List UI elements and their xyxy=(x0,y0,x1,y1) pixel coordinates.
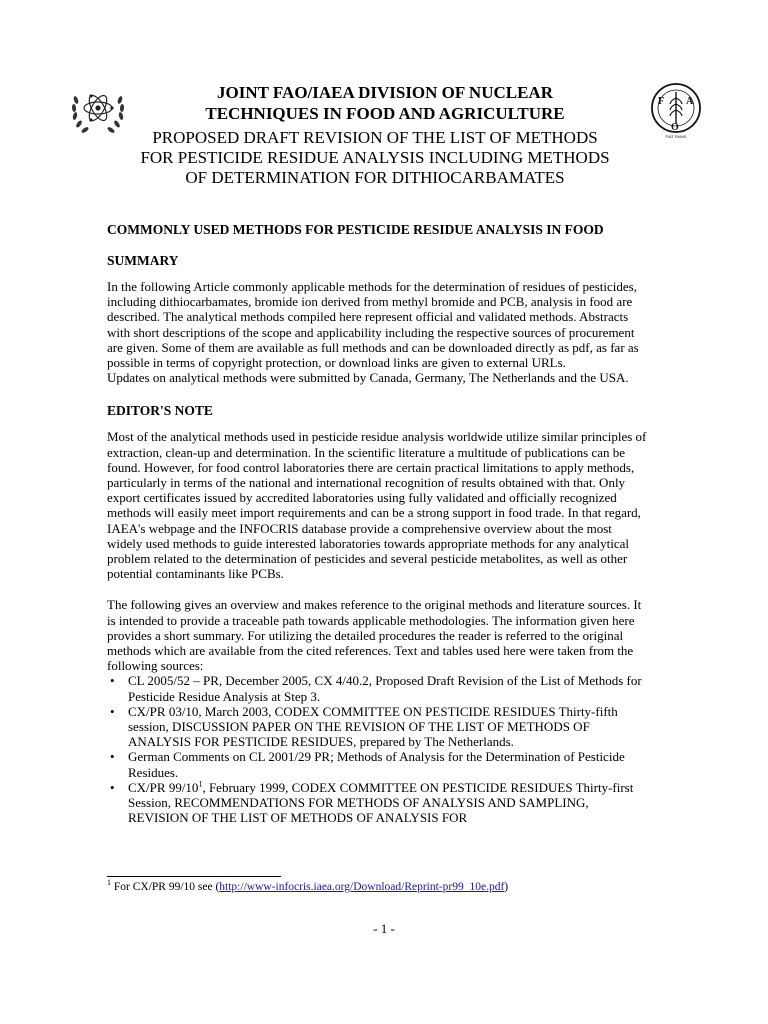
doc-title-line-2: FOR PESTICIDE RESIDUE ANALYSIS INCLUDING METHODS xyxy=(140,148,610,167)
list-item xyxy=(107,780,647,826)
editors-note-heading: EDITOR'S NOTE xyxy=(107,403,213,419)
fao-logo-letter-a: A xyxy=(686,96,694,107)
footnote xyxy=(107,880,667,894)
document-title xyxy=(110,128,640,188)
summary-heading: SUMMARY xyxy=(107,253,179,268)
fao-logo-motto: FIAT PANIS xyxy=(665,134,687,139)
doc-title-line-1: PROPOSED DRAFT REVISION OF THE LIST OF METHODS xyxy=(152,128,598,147)
fao-logo-letter-f: F xyxy=(658,96,665,107)
list-item xyxy=(107,749,647,779)
list-item xyxy=(107,673,647,703)
footnote-divider xyxy=(107,876,281,877)
fao-logo-icon xyxy=(650,80,702,140)
bullet-icon: • xyxy=(110,779,115,795)
footnote-reference[interactable]: 1 xyxy=(198,779,203,789)
org-title-line-2: TECHNIQUES IN FOOD AND AGRICULTURE xyxy=(205,104,565,123)
source-text-before: CX/PR 99/10 xyxy=(128,779,199,795)
summary-updates: Updates on analytical methods were submitted by Canada, Germany, The Netherlands and the USA. xyxy=(107,370,629,386)
bullet-icon: • xyxy=(110,673,115,689)
editors-note-paragraph-1: Most of the analytical methods used in pesticide residue analysis worldwide utilize similar principles of extraction, clean-up and determination. In the scientific literature a multitude of publications can be found. However, for food control laboratories there are certain practical limitations to apply methods, particularly in terms of the national and international recognition of results obtained with that. Only export certificates issued by accredited laboratories using fully validated and officially recognized methods will easily meet import requirements and can be a strong support in food trade. In that regard, IAEA's webpage and the INFOCRIS database provide a comprehensive overview about the most widely used methods to guide interested laboratories towards appropriate methods for any analytical problem related to the determination of pesticides and several pesticide metabolites, as well as other potential contaminants like PCBs. xyxy=(107,429,647,582)
section-heading: COMMONLY USED METHODS FOR PESTICIDE RESIDUE ANALYSIS IN FOOD xyxy=(107,222,604,237)
page-number: - 1 - xyxy=(373,921,395,936)
footnote-marker: 1 xyxy=(107,878,111,888)
bullet-icon: • xyxy=(110,703,115,719)
footnote-text-after: ) xyxy=(504,881,509,893)
org-title-line-1: JOINT FAO/IAEA DIVISION OF NUCLEAR xyxy=(217,83,553,102)
footnote-link[interactable]: http://www-infocris.iaea.org/Download/Reprint-pr99_10e.pdf xyxy=(219,881,505,893)
doc-title-line-3: OF DETERMINATION FOR DITHIOCARBAMATES xyxy=(185,168,565,187)
main-content xyxy=(107,222,647,826)
source-text: CX/PR 03/10, March 2003, CODEX COMMITTEE ON PESTICIDE RESIDUES Thirty-fifth session, DISCUSSION PAPER ON THE REVISION OF THE LIST OF METHODS OF ANALYSIS FOR PESTICIDE RESIDUES, prepared by The Netherlands. xyxy=(128,703,618,750)
source-text: German Comments on CL 2001/29 PR; Methods of Analysis for the Determination of Pesticide Residues. xyxy=(128,749,625,780)
source-text-after: , February 1999, CODEX COMMITTEE ON PESTICIDE RESIDUES Thirty-first Session, RECOMMENDATIONS FOR METHODS OF ANALYSIS AND SAMPLING, REVISION OF THE LIST OF METHODS OF ANALYSIS FOR xyxy=(128,779,634,826)
source-text: CL 2005/52 – PR, December 2005, CX 4/40.2, Proposed Draft Revision of the List of Methods for Pesticide Residue Analysis at Step 3. xyxy=(128,673,642,704)
bullet-icon: • xyxy=(110,749,115,765)
fao-logo-letter-o: O xyxy=(671,122,679,133)
organization-title xyxy=(150,82,620,124)
editors-note-paragraph-2: The following gives an overview and makes reference to the original methods and literature sources. It is intended to provide a traceable path towards applicable methodologies. The information given here provides a short summary. For utilizing the detailed procedures the reader is referred to the original methods which are available from the cited references. Text and tables used here were taken from the following sources: xyxy=(107,597,642,674)
sources-list xyxy=(107,673,647,825)
footnote-text-before: For CX/PR 99/10 see ( xyxy=(111,881,220,893)
list-item xyxy=(107,704,647,750)
summary-paragraph: In the following Article commonly applicable methods for the determination of residues of pesticides, including dithiocarbamates, bromide ion derived from methyl bromide and PCB, analysis in food are described. The analytical methods compiled here represent official and validated methods. Abstracts with short descriptions of the scope and applicability including the respective sources of procurement are given. Some of them are available as full methods and can be downloaded directly as pdf, as far as possible in terms of copyright protection, or download links are given to external URLs. xyxy=(107,279,639,371)
